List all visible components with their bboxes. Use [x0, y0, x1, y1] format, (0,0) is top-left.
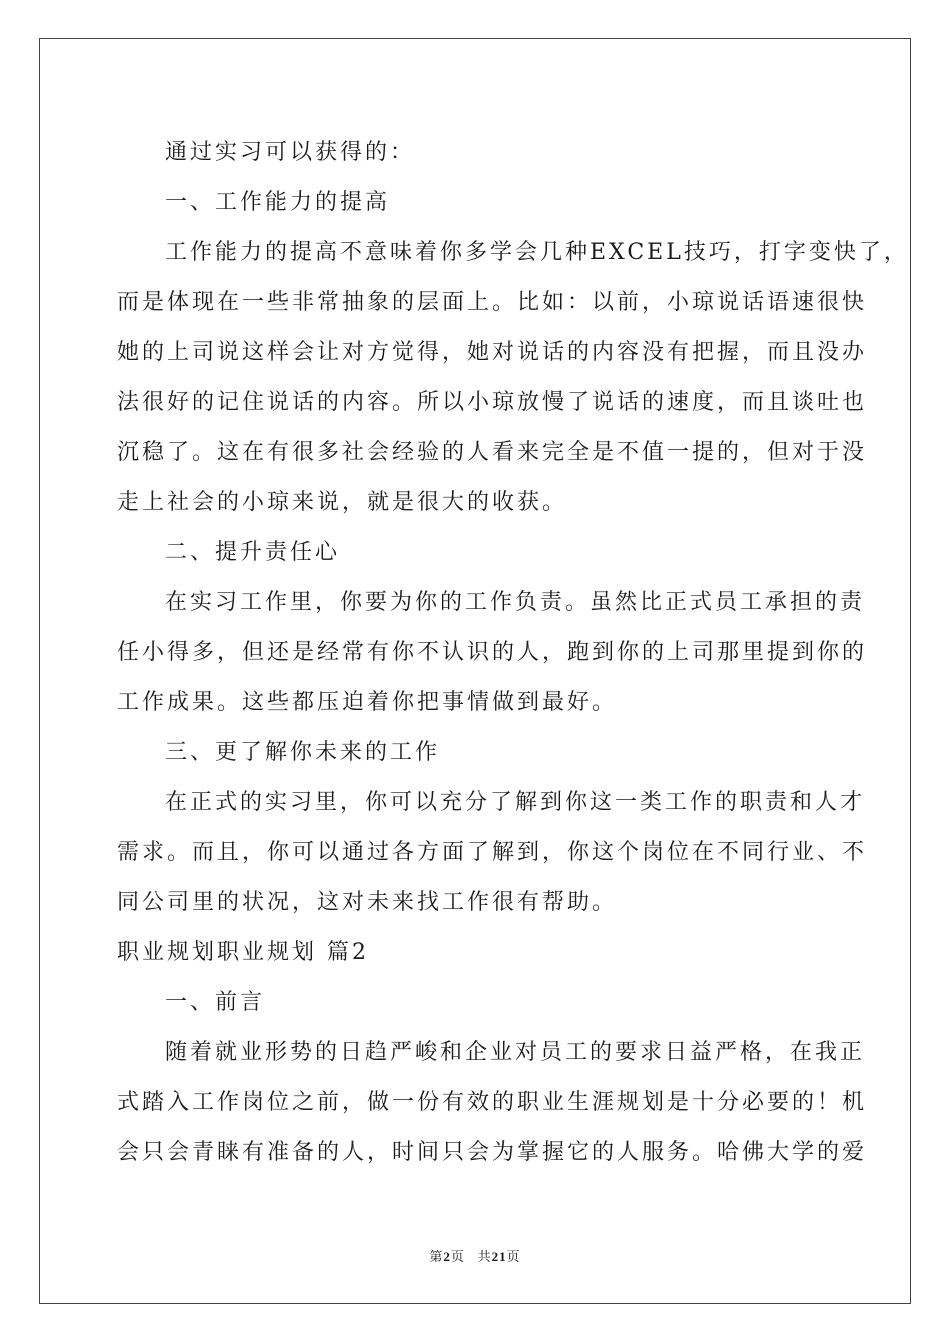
footer-total-suffix: 页 [506, 1249, 521, 1264]
text-line: 法很好的记住说话的内容。所以小琼放慢了说话的速度，而且谈吐也 [117, 390, 868, 415]
text-line: 走上社会的小琼来说，就是很大的收获。 [117, 490, 568, 515]
text-line: 随着就业形势的日趋严峻和企业对员工的要求日益严格，在我正 [165, 1040, 866, 1065]
footer-page-suffix: 页 [450, 1249, 465, 1264]
footer-page-current: 2 [443, 1249, 451, 1264]
text-line: 工作能力的提高不意味着你多学会几种EXCEL技巧，打字变快了， [165, 240, 909, 265]
text-line: 在实习工作里，你要为你的工作负责。虽然比正式员工承担的责 [165, 590, 866, 615]
text-line: 一、工作能力的提高 [165, 190, 391, 215]
text-line: 任小得多，但还是经常有你不认识的人，跑到你的上司那里提到你的 [117, 640, 868, 665]
text-line: 沉稳了。这在有很多社会经验的人看来完全是不值一提的，但对于没 [117, 440, 868, 465]
text-line: 同公司里的状况，这对未来找工作很有帮助。 [117, 890, 618, 915]
text-line: 三、更了解你未来的工作 [165, 740, 441, 765]
text-line: 她的上司说这样会让对方觉得，她对说话的内容没有把握，而且没办 [117, 340, 868, 365]
text-line: 一、前言 [165, 990, 266, 1015]
text-line: 职业规划职业规划 篇2 [117, 940, 369, 965]
text-line: 通过实习可以获得的： [165, 140, 416, 165]
footer-total-prefix: 共 [477, 1249, 492, 1264]
text-line: 在正式的实习里，你可以充分了解到你这一类工作的职责和人才 [165, 790, 866, 815]
text-line: 工作成果。这些都压迫着你把事情做到最好。 [117, 690, 618, 715]
text-line: 需求。而且，你可以通过各方面了解到，你这个岗位在不同行业、不 [117, 840, 868, 865]
footer-page-prefix: 第 [429, 1249, 444, 1264]
text-line: 会只会青睐有准备的人，时间只会为掌握它的人服务。哈佛大学的爱 [117, 1140, 868, 1165]
text-line: 二、提升责任心 [165, 540, 341, 565]
document-body [117, 128, 909, 1178]
footer-page-total: 21 [491, 1249, 507, 1264]
text-line: 而是体现在一些非常抽象的层面上。比如：以前，小琼说话语速很快 [117, 290, 868, 315]
text-line: 式踏入工作岗位之前，做一份有效的职业生涯规划是十分必要的！机 [117, 1090, 868, 1115]
page-footer [0, 1246, 950, 1265]
